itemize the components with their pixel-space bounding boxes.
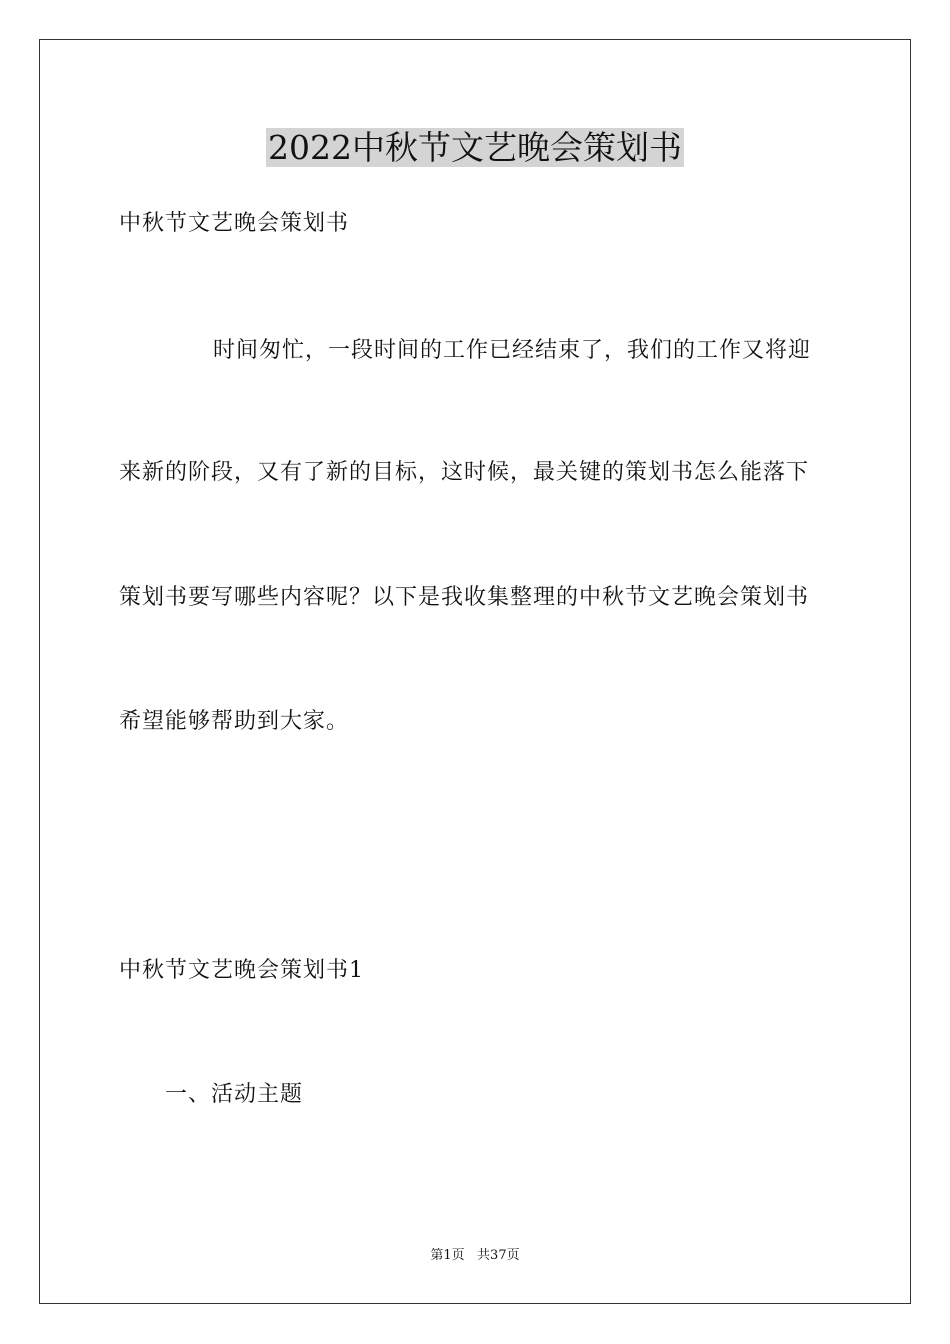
document-subtitle: 中秋节文艺晚会策划书 <box>119 211 350 236</box>
section-title: 中秋节文艺晚会策划书1 <box>119 958 364 983</box>
paragraph-line-1: 时间匆忙，一段时间的工作已经结束了，我们的工作又将迎 <box>213 338 812 363</box>
paragraph-line-2: 来新的阶段，又有了新的目标，这时候，最关键的策划书怎么能落下 <box>119 460 810 485</box>
paragraph-line-3: 策划书要写哪些内容呢？以下是我收集整理的中秋节文艺晚会策划书 <box>119 585 810 610</box>
page-footer: 第1页 共37页 <box>430 1248 520 1263</box>
document-title-text: 2022中秋节文艺晚会策划书 <box>268 128 682 167</box>
section-heading: 一、活动主题 <box>165 1082 304 1107</box>
paragraph-line-4: 希望能够帮助到大家。 <box>119 709 350 734</box>
document-title <box>0 126 950 170</box>
